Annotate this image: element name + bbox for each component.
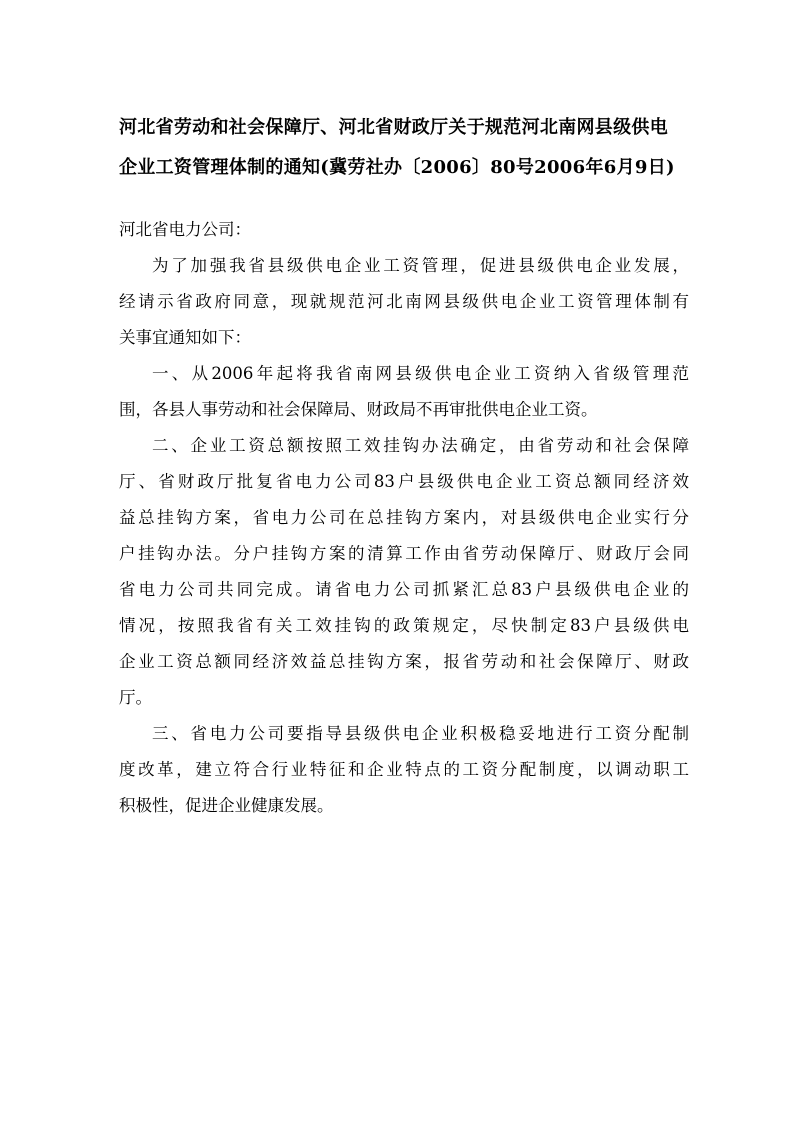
paragraph-line: 度改革，建立符合行业特征和企业特点的工资分配制度，以调动职工 [119, 760, 689, 779]
paragraph-line: 二、企业工资总额按照工效挂钩办法确定，由省劳动和社会保障 [152, 436, 689, 455]
title-line: 河北省劳动和社会保障厅、河北省财政厅关于规范河北南网县级供电 [119, 117, 668, 138]
paragraph-line: 为了加强我省县级供电企业工资管理，促进县级供电企业发展， [152, 256, 689, 275]
paragraph-line: 益总挂钩方案，省电力公司在总挂钩方案内，对县级供电企业实行分 [119, 508, 689, 527]
document-body [119, 108, 689, 824]
paragraph-intro [119, 248, 689, 356]
document-title [119, 108, 689, 188]
paragraph-item-1 [119, 356, 689, 428]
title-line: 企业工资管理体制的通知(冀劳社办〔2006〕80号2006年6月9日) [119, 157, 675, 178]
paragraph-line: 企业工资总额同经济效益总挂钩方案，报省劳动和社会保障厅、财政 [119, 652, 689, 671]
paragraph-item-3 [119, 716, 689, 824]
paragraph-line: 省电力公司共同完成。请省电力公司抓紧汇总83户县级供电企业的 [119, 580, 689, 599]
paragraph-line: 情况，按照我省有关工效挂钩的政策规定，尽快制定83户县级供电 [119, 616, 689, 635]
paragraph-line: 厅。 [119, 688, 152, 707]
salutation: 河北省电力公司： [119, 220, 251, 239]
paragraph-line: 经请示省政府同意，现就规范河北南网县级供电企业工资管理体制有 [119, 292, 689, 311]
paragraph-line: 三、省电力公司要指导县级供电企业积极稳妥地进行工资分配制 [152, 724, 689, 743]
paragraph-line: 围，各县人事劳动和社会保障局、财政局不再审批供电企业工资。 [119, 400, 598, 419]
paragraph-line: 关事宜通知如下： [119, 328, 251, 347]
paragraph-line: 积极性，促进企业健康发展。 [119, 796, 334, 815]
paragraph-line: 厅、省财政厅批复省电力公司83户县级供电企业工资总额同经济效 [119, 472, 689, 491]
paragraph-item-2 [119, 428, 689, 716]
paragraph-line: 一、从2006年起将我省南网县级供电企业工资纳入省级管理范 [152, 364, 689, 383]
paragraph-line: 户挂钩办法。分户挂钩方案的清算工作由省劳动保障厅、财政厅会同 [119, 544, 689, 563]
